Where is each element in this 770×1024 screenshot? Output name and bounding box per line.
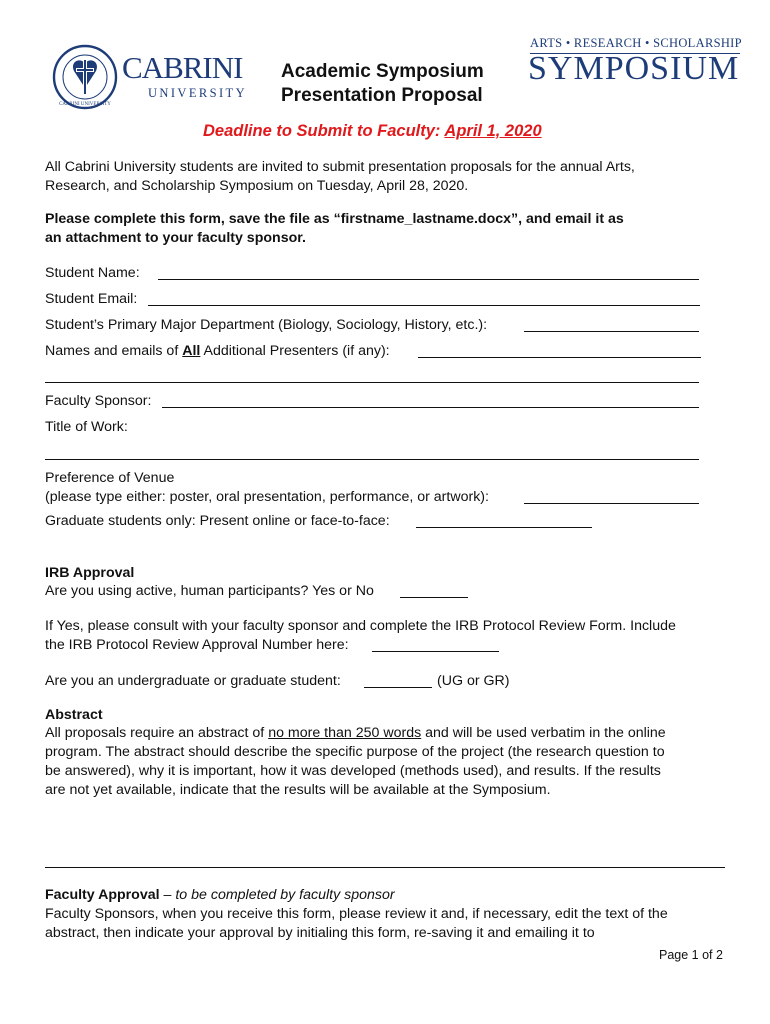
faculty-approval-subtitle: to be completed by faculty sponsor [175,887,395,903]
page-number: Page 1 of 2 [659,948,723,962]
student-email-label: Student Email: [45,291,138,307]
presenters-field-line-2[interactable] [45,382,699,383]
abstract-line-4: are not yet available, indicate that the results will be available at the Symposium. [45,782,551,798]
abstract-paragraph [45,724,666,800]
abstract-heading: Abstract [45,707,103,723]
abstract-line-3: be answered), why it is important, how it was developed (methods used), and results. If the results [45,763,661,779]
title-of-work-field[interactable] [45,459,699,460]
student-level-field[interactable] [364,687,432,688]
student-level-options: (UG or GR) [437,673,510,689]
student-level-question: Are you an undergraduate or graduate student: [45,673,341,689]
svg-text:CABRINI UNIVERSITY: CABRINI UNIVERSITY [59,102,111,107]
venue-label-line-1: Preference of Venue [45,470,175,486]
student-email-field[interactable] [148,305,700,306]
faculty-approval-paragraph [45,905,668,943]
deadline-label: Deadline to Submit to Faculty: [203,122,445,140]
graduate-field[interactable] [416,527,592,528]
intro-line-2: Research, and Scholarship Symposium on Tuesday, April 28, 2020. [45,178,469,194]
page-title [281,60,484,108]
presenters-label-all: All [182,343,201,359]
instruction-line-2: an attachment to your faculty sponsor. [45,230,306,246]
irb-question: Are you using active, human participants? Yes or No [45,583,374,599]
instruction-paragraph [45,210,624,248]
venue-field[interactable] [524,503,699,504]
irb-heading: IRB Approval [45,565,135,581]
abstract-word-limit: no more than 250 words [268,725,422,741]
abstract-line-1 [45,724,666,743]
title-line-2: Presentation Proposal [281,85,483,106]
faculty-approval-dash: – [159,887,176,903]
symposium-tagline: ARTS • RESEARCH • SCHOLARSHIP [530,36,742,50]
intro-paragraph [45,158,635,196]
presenters-label-post: Additional Presenters (if any): [200,343,390,359]
irb-instructions-line-1: If Yes, please consult with your faculty sponsor and complete the IRB Protocol Review Form. Include [45,618,676,634]
faculty-approval-line-1: Faculty Sponsors, when you receive this form, please review it and, if necessary, edit the text of the [45,906,668,922]
presenters-field[interactable] [418,357,701,358]
venue-label [45,469,489,507]
deadline-date: April 1, 2020 [444,122,542,140]
symposium-logo [528,36,742,88]
university-wordmark: UNIVERSITY [148,86,247,100]
title-of-work-label: Title of Work: [45,419,128,435]
abstract-line-1-pre: All proposals require an abstract of [45,725,269,741]
major-label: Student’s Primary Major Department (Biology, Sociology, History, etc.): [45,317,488,333]
irb-approval-number-field[interactable] [372,651,499,652]
irb-instructions [45,617,676,655]
title-line-1: Academic Symposium [281,61,484,82]
presenters-label-pre: Names and emails of [45,343,183,359]
presenters-label [45,342,390,361]
faculty-approval-heading [45,886,395,905]
abstract-line-2: program. The abstract should describe the specific purpose of the project (the research question to [45,744,665,760]
abstract-line-1-post: and will be used verbatim in the online [421,725,666,741]
student-name-field[interactable] [158,279,699,280]
irb-instructions-line-2: the IRB Protocol Review Approval Number here: [45,637,349,653]
intro-line-1: All Cabrini University students are invited to submit presentation proposals for the annual Arts, [45,159,635,175]
faculty-approval-line-2: abstract, then indicate your approval by initialing this form, re-saving it and emailing it to [45,925,595,941]
graduate-label: Graduate students only: Present online or face-to-face: [45,513,390,529]
faculty-sponsor-label: Faculty Sponsor: [45,393,152,409]
symposium-wordmark: SYMPOSIUM [528,50,740,87]
section-divider [45,867,725,868]
cabrini-logo [52,44,247,110]
faculty-sponsor-field[interactable] [162,407,699,408]
venue-label-line-2: (please type either: poster, oral presentation, performance, or artwork): [45,489,489,505]
major-field[interactable] [524,331,699,332]
student-name-label: Student Name: [45,265,140,281]
cabrini-wordmark: CABRINI [122,50,243,85]
cabrini-seal-icon [52,44,118,110]
faculty-approval-title: Faculty Approval [45,887,160,903]
instruction-line-1: Please complete this form, save the file as “firstname_lastname.docx”, and email it as [45,211,624,227]
irb-answer-field[interactable] [400,597,468,598]
deadline-text [203,122,542,141]
